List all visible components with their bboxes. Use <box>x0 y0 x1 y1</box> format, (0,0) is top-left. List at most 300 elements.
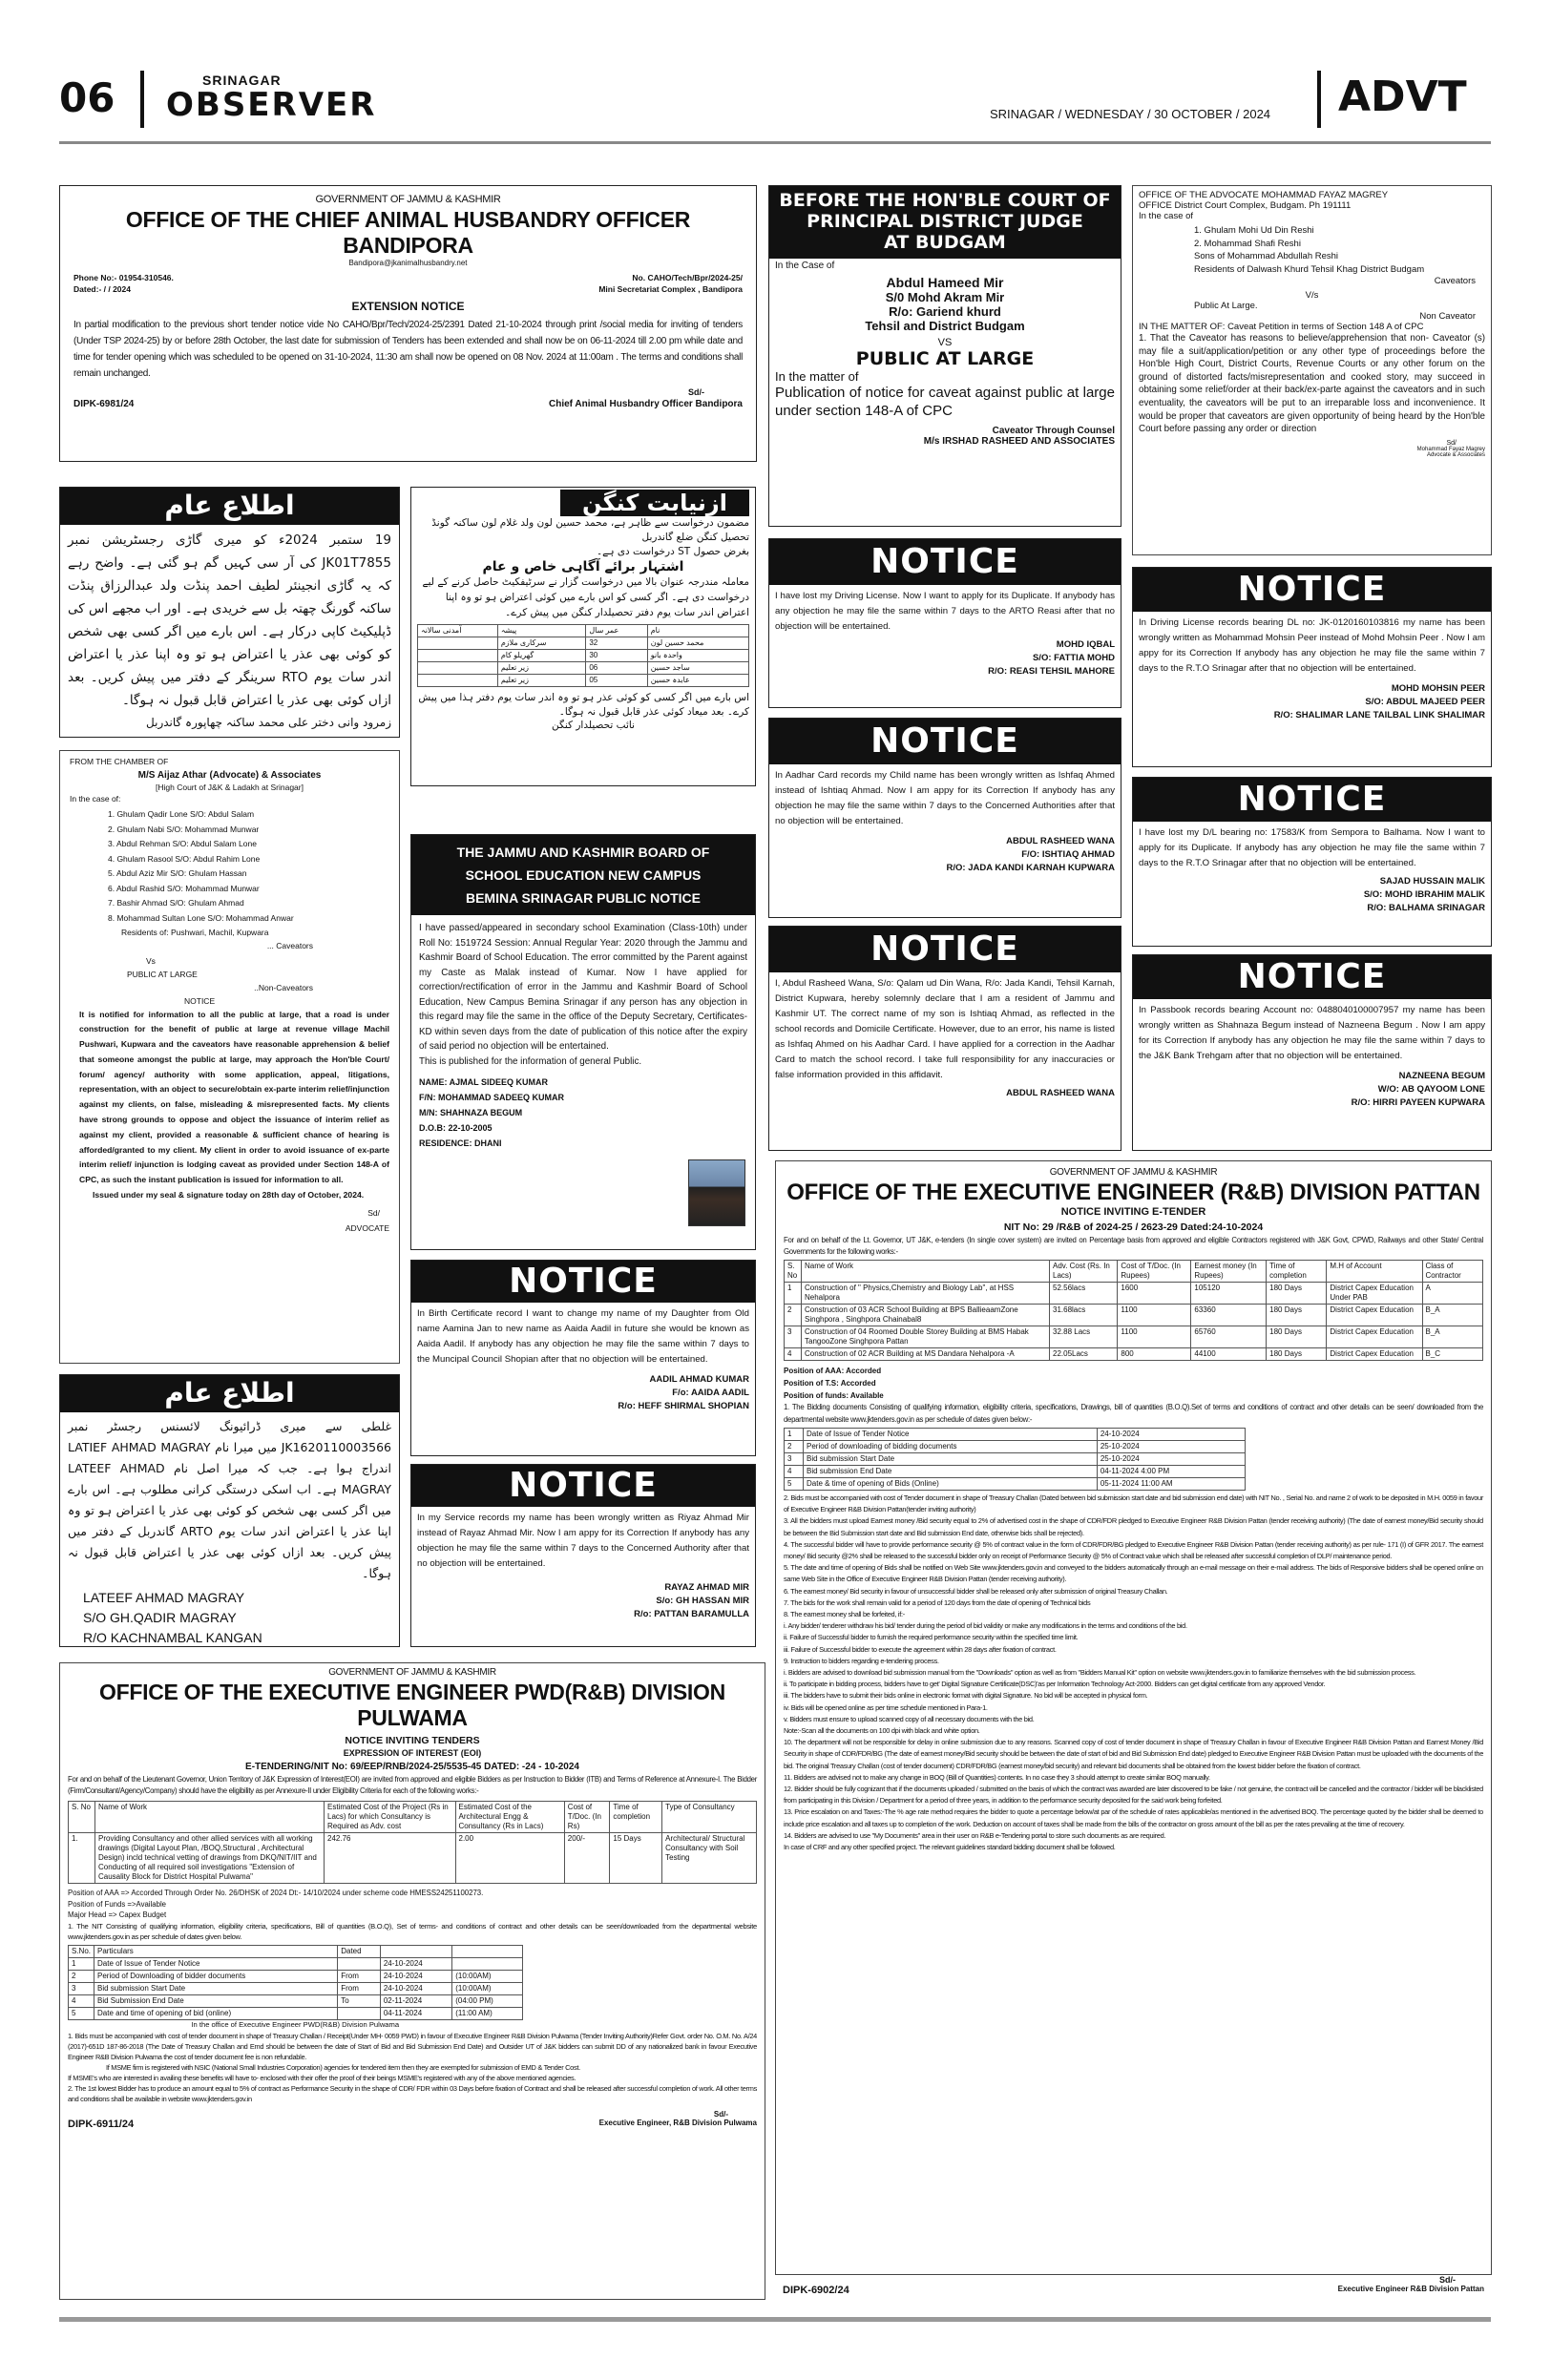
cell: 1 <box>785 1283 802 1305</box>
cell: 30 <box>586 650 647 662</box>
table-row <box>785 1478 1246 1491</box>
msme-proof: If MSME's who are interested in availing these benefits will have to- enclosed with their offer the proof of their beings MSME's registered with any of the above mentioned agencies. <box>68 2073 576 2082</box>
col-doc-cost: Cost of T/Doc. (In Rupees) <box>1118 1261 1191 1283</box>
sd: Sd/- <box>1439 2275 1456 2285</box>
notice-affidavit-wana <box>768 926 1121 1151</box>
urdu-footer: اس بارے میں اگر کسی کو کوئی عذر ہو تو وہ اندر سات یوم دفتر ہذا میں پیش کرے۔ بعد میعاد کوئی عذر قابل قبول نہ ہوگا۔ <box>418 692 749 718</box>
sd: Sd/- <box>688 387 704 397</box>
cell: 242.76 <box>325 1833 456 1884</box>
jkbose-pub: This is published for the information of general Public. <box>419 1055 642 1067</box>
caveator-2: 2. Ghulam Nabi S/O: Mohammad Munwar <box>108 824 260 834</box>
header-divider <box>140 71 144 128</box>
cell: 3 <box>785 1453 804 1466</box>
cell: 04-11-2024 4:00 PM <box>1097 1466 1245 1478</box>
animal-husbandry-notice <box>59 185 757 462</box>
nit-number: NIT No: 29 /R&B of 2024-25 / 2623-29 Dated:24-10-2024 <box>1003 1221 1264 1233</box>
table-row <box>785 1326 1483 1348</box>
advocate-line-3: In the case of <box>1139 211 1194 221</box>
clause: 9. Instruction to bidders regarding e-tendering process. <box>784 1656 939 1665</box>
clause-bids: 1. Bids must be accompanied with cost of tender document in shape of Treasury Challan / Receipt(Under MH- 0059 PWD) in favour of Executive Engineer R&B Division Pulwama (Tender Inviting Authority)Refer Govt. order No. O.M. No. A/24 (2017)-651D 187-86-2018 (The Date of Treasury Challan and Emd should be between the date of Start of Bid and Bid Submission End Date) and Outsider UT of J&K bidders can submit DD of any nationalized bank in favour Executive Engineer R&B Division Pulwama the cost of tender document fee is non refundable. <box>68 2031 757 2061</box>
cell: Construction of 04 Roomed Double Storey Building at BMS Habak TangooZone Singhpora Pattan <box>802 1326 1050 1348</box>
cell: B_A <box>1422 1326 1483 1348</box>
cell: Date of Issue of Tender Notice <box>804 1429 1098 1441</box>
caveator-4: Residents of Dalwash Khurd Tehsil Khag District Budgam <box>1194 263 1425 275</box>
cell <box>452 1957 522 1970</box>
caveator-3: 3. Abdul Rehman S/O: Abdul Salam Lone <box>108 839 257 848</box>
col-consult-cost: Estimated Cost of the Architectural Engg & Consultancy (Rs in Lacs) <box>455 1802 564 1833</box>
public-at-large: PUBLIC AT LARGE <box>127 969 198 979</box>
cell: District Capex Education <box>1327 1348 1422 1361</box>
cell: District Capex Education Under PAB <box>1327 1283 1422 1305</box>
cell: From <box>338 1982 381 1994</box>
sd: Sd/ <box>1446 439 1457 447</box>
signatory-relation: W/O: AB QAYOOM LONE <box>1377 1084 1485 1095</box>
gov-line: GOVERNMENT OF JAMMU & KASHMIR <box>1049 1167 1218 1178</box>
col-age: عمر سال <box>586 625 647 637</box>
cell: 4 <box>785 1348 802 1361</box>
versus: V/s <box>1305 290 1319 301</box>
cell: 22.05Lacs <box>1050 1348 1118 1361</box>
cell: (10:00AM) <box>452 1970 522 1982</box>
cell: B_A <box>1422 1305 1483 1326</box>
table-row <box>418 662 749 675</box>
gov-line: GOVERNMENT OF JAMMU & KASHMIR <box>315 194 501 205</box>
notice-birth-certificate <box>410 1260 756 1456</box>
office-title: OFFICE OF THE CHIEF ANIMAL HUSBANDRY OFFICER BANDIPORA <box>125 207 691 258</box>
in-the-matter: In the matter of <box>775 369 859 384</box>
cell: 2 <box>785 1305 802 1326</box>
cell: 180 Days <box>1267 1348 1327 1361</box>
court-heading-3: AT BUDGAM <box>884 232 1006 253</box>
dipk-number: DIPK-6981/24 <box>73 399 135 409</box>
signatory: NAZNEENA BEGUM <box>1398 1071 1485 1081</box>
pattan-e-tender <box>775 1160 1492 2275</box>
pattan-footer <box>783 2275 1484 2296</box>
col-profession: پیشہ <box>497 625 586 637</box>
col-work: Name of Work <box>802 1261 1050 1283</box>
cell: 25-10-2024 <box>1097 1441 1245 1453</box>
signatory: Mohammad Fayaz Magrey <box>1416 446 1485 452</box>
position-funds: Position of Funds =>Available <box>68 1899 167 1909</box>
notice-heading: NOTICE <box>1133 778 1491 822</box>
notice-passbook-nazneena <box>1132 954 1492 1151</box>
cell: 24-10-2024 <box>380 1970 451 1982</box>
clause: 11. Bidders are advised not to make any change in BOQ (Bill of Quantities) contents. In no case they 3 should attempt to create similar BOQ manually. <box>784 1772 1210 1782</box>
signatory-firm: Advocate & Associates <box>1426 451 1485 458</box>
cell: 1100 <box>1118 1305 1191 1326</box>
table-row <box>785 1283 1483 1305</box>
cell: گھریلو کام <box>497 650 586 662</box>
signatory-residence: R/O: SHALIMAR LANE TAILBAL LINK SHALIMAR <box>1273 710 1485 720</box>
cell: 65760 <box>1191 1326 1267 1348</box>
in-case-of: In the Case of <box>775 261 835 271</box>
table-row <box>69 1982 523 1994</box>
col-sno: S. No <box>69 1802 95 1833</box>
dipk-number: DIPK-6902/24 <box>783 2285 849 2296</box>
cell: (10:00AM) <box>452 1982 522 1994</box>
jkbose-public-notice <box>410 834 756 1250</box>
cell: Bid submission Start Date <box>94 1982 338 1994</box>
urdu-subheading: اشتہار برائے آگاہی خاص و عام <box>482 559 684 574</box>
notice-heading: NOTICE <box>769 539 1121 585</box>
chamber-line: FROM THE CHAMBER OF <box>70 757 169 766</box>
office-title: OFFICE OF THE EXECUTIVE ENGINEER (R&B) DIVISION PATTAN <box>786 1180 1480 1205</box>
signatory: ABDUL RASHEED WANA <box>1006 1088 1115 1098</box>
notice-service-records <box>410 1464 756 1647</box>
cell: Architectural/ Structural Consultancy with Soil Testing <box>662 1833 757 1884</box>
cell: 06 <box>586 662 647 675</box>
dates-table <box>68 1945 523 2020</box>
notice-body: In Birth Certificate record I want to change my name of my Daughter from Old name Aamina Jan to new name as Aaida Aadil in future she would be known as Aaida Aadil. If anybody has any objection he may file the same within 7 days to the Muncipal Council Shopian after that no objection will be entertained. <box>417 1308 749 1365</box>
cell: Construction of 03 ACR School Building at BPS BallieaamZone Singhpora , Singhpora Chainabal8 <box>802 1305 1050 1326</box>
applicant-father: F/N: MOHAMMAD SADEEQ KUMAR <box>419 1092 564 1102</box>
non-caveators: ..Non-Caveators <box>254 982 313 992</box>
col-class: Class of Contractor <box>1422 1261 1483 1283</box>
cell <box>338 1957 381 1970</box>
notice-heading: NOTICE <box>769 719 1121 764</box>
clause: iii. Failure of Successful bidder to execute the agreement within 28 days after fixation of contract. <box>784 1644 1057 1654</box>
signatory: SAJAD HUSSAIN MALIK <box>1379 876 1485 887</box>
court-heading-2: PRINCIPAL DISTRICT JUDGE <box>807 211 1083 232</box>
table-row <box>418 650 749 662</box>
cell: 800 <box>1118 1348 1191 1361</box>
clauses <box>784 1493 1483 1853</box>
cell: Period of Downloading of bidder documents <box>94 1970 338 1982</box>
notice-heading: NOTICE <box>411 1261 755 1303</box>
cell: 24-10-2024 <box>380 1957 451 1970</box>
cell: 02-11-2024 <box>380 1994 451 2007</box>
applicant-dob: D.O.B: 22-10-2005 <box>419 1122 493 1133</box>
caveator-8: 8. Mohammad Sultan Lone S/O: Mohammad Anwar <box>108 912 294 923</box>
cell: 32.88 Lacs <box>1050 1326 1118 1348</box>
in-the-case: In the case of: <box>70 794 121 804</box>
cell: Bid Submission End Date <box>94 1994 338 2007</box>
cell: Date and time of opening of bid (online) <box>94 2007 338 2019</box>
cell: 105120 <box>1191 1283 1267 1305</box>
intro: For and on behalf of the Lt. Governor, UT J&K, e-tenders (In single cover system) are invited on Percentage basis from approved and eligible Contractors registered with J&K Govt, CPWD, Railways and other State/ Central Governments for the following works:- <box>784 1236 1483 1256</box>
footer-rule <box>59 2317 1491 2322</box>
cell: Date of Issue of Tender Notice <box>94 1957 338 1970</box>
court-name: [High Court of J&K & Ladakh at Srinagar] <box>156 783 304 792</box>
signatory-father: S/O: FATTIA MOHD <box>1032 653 1115 663</box>
clause: i. Bidders are advised to download bid submission manual from the "Downloads" option as well as from "Bidders Manual Kit" option on website www.jktenders.gov.in to familiarize themselves with the bid submission process. <box>784 1668 1416 1678</box>
caveator-4: 4. Ghulam Rasool S/O: Abdul Rahim Lone <box>108 853 261 864</box>
table-row <box>69 2007 523 2019</box>
gov-line: GOVERNMENT OF JAMMU & KASHMIR <box>328 1667 496 1678</box>
cell: 200/- <box>564 1833 610 1884</box>
signatory: LATEEF AHMAD MAGRAY <box>83 1590 245 1605</box>
caveator-counsel: Caveator Through Counsel <box>992 426 1115 436</box>
signatory-residence: R/O: BALHAMA SRINAGAR <box>1367 903 1485 913</box>
signatory: Executive Engineer R&B Division Pattan <box>1337 2285 1484 2293</box>
cell <box>418 650 498 662</box>
clause: iv. Bids will be opened online as per time schedule mentioned in Para-1. <box>784 1702 988 1712</box>
urdu-signatory: زمرود وانی دختر علی محمد ساکنہ چھاپورہ گاندربل <box>146 716 391 729</box>
cell: 63360 <box>1191 1305 1267 1326</box>
col-sno: S. No <box>785 1261 802 1283</box>
signatory-residence: R/O: JADA KANDI KARNAH KUPWARA <box>946 863 1115 873</box>
ref-no: No. CAHO/Tech/Bpr/2024-25/ <box>632 273 743 282</box>
clause: 8. The earnest money shall be forfeited, if:- <box>784 1610 905 1619</box>
table-row <box>418 675 749 687</box>
caveator-3: Sons of Mohammad Abdullah Reshi <box>1194 251 1339 261</box>
cell: 4 <box>785 1466 804 1478</box>
petitioner-residence: R/o: Gariend khurd <box>889 304 1001 319</box>
sd: Sd/ <box>367 1208 380 1219</box>
urdu-signatory: نائب تحصیلدار کنگن <box>552 720 635 731</box>
cell: Providing Consultancy and other allied services with all working drawings (Digital Layout Plan, /BOQ,Structural , Architectural Design) incld technical vetting of drawings from DKQ/NIT/IIT and Conducting of all required soil investigations "Extension of Causality Block for District Hospital Pulwama" <box>95 1833 325 1884</box>
major-head: Major Head => Capex Budget <box>68 1910 167 1919</box>
clause: In case of CRF and any other specified project. The relevant guidelines standard bidding document shall be followed. <box>784 1843 1116 1852</box>
clause: 7. The bids for the work shall remain valid for a period of 120 days from the date of opening of Technical bids <box>784 1597 1091 1607</box>
position-funds: Position of funds: Available <box>784 1391 884 1400</box>
caveat-fayaz-magrey <box>1132 185 1492 555</box>
table-row <box>69 1957 523 1970</box>
col-time <box>452 1945 522 1957</box>
cell: 5 <box>69 2007 94 2019</box>
notice-body: I have lost my Driving License. Now I want to apply for its Duplicate. If anybody has any objection he may file the same within 7 days to the ARTO Reasi after that no objection will be entertained. <box>775 591 1115 632</box>
cell: سرکاری ملازم <box>497 637 586 650</box>
clause-1: 1. The NIT Consisting of qualifying information, eligibility criteria, specifications, Bill of quantities (B.O.Q), Set of terms- and conditions of contract and other details can be seen/downloaded from the departmental website www.jktenders.gov.in as per schedule of dates given below. <box>68 1921 757 1941</box>
cell: Period of downloading of bidding documents <box>804 1441 1098 1453</box>
clause: Note:-Scan all the documents on 100 dpi with black and white option. <box>784 1726 980 1736</box>
clause-performance: 2. The 1st lowest Bidder has to produce an amount equal to 5% of contract as Performance Security in the shape of CDR/ FDR within 03 Days before fixation of Contract and shall be released after successful completion of work. All other terms and conditions shall be available in website www.jktenders.gov.in <box>68 2083 757 2103</box>
notice-heading: NOTICE <box>1133 568 1491 612</box>
signatory-residence: R/O: REASI TEHSIL MAHORE <box>988 666 1115 677</box>
cell: 2.00 <box>455 1833 564 1884</box>
notice-heading: NOTICE <box>184 995 216 1006</box>
signatory-father: S/O: MOHD IBRAHIM MALIK <box>1363 889 1485 900</box>
signatory: AADIL AHMAD KUMAR <box>649 1374 749 1385</box>
applicant-name: NAME: AJMAL SIDEEQ KUMAR <box>419 1076 549 1087</box>
cell: زیر تعلیم <box>497 662 586 675</box>
col-sno: S.No. <box>69 1945 94 1957</box>
urdu-line-2: بغرض حصول ST درخواست دی ہے۔ <box>597 546 749 557</box>
clause: 12. Bidder should be fully cognizant that if the documents uploaded / submitted on the basis of which the contract was awarded are later discovered to be fake / not genuine, the contract will be cancelled and the contractor / bidder will be blacklisted from participating in this Division / Department for a period of three years, in addition to the performance security deposited for the said work being forfeited. <box>784 1785 1483 1806</box>
caveator-7: 7. Bashir Ahmad S/O: Ghulam Ahmad <box>108 898 244 908</box>
col-doc-cost: Cost of T/Doc. (In Rs) <box>564 1802 610 1833</box>
signatory-father: S/O GH.QADIR MAGRAY <box>83 1610 237 1625</box>
urdu-title: اطلاع عام <box>60 488 399 525</box>
table-row <box>785 1441 1246 1453</box>
cell: 32 <box>586 637 647 650</box>
table-row <box>785 1429 1246 1441</box>
eoi-table <box>68 1801 757 1884</box>
residence: Residents of: Pushwari, Machil, Kupwara <box>121 928 269 937</box>
header-divider-2 <box>1317 71 1321 128</box>
col-mh: M.H of Account <box>1327 1261 1422 1283</box>
position-aaa: Position of AAA => Accorded Through Order No. 26/DHSK of 2024 Dt:- 14/10/2024 under scheme code HMESS24251100273. <box>68 1889 484 1897</box>
signatory-residence: R/o: HEFF SHIRMAL SHOPIAN <box>618 1401 749 1411</box>
cell <box>338 2007 381 2019</box>
cell: 05 <box>586 675 647 687</box>
firm-name: M/S Aijaz Athar (Advocate) & Associates <box>137 770 322 781</box>
notice-aadhar-child <box>768 718 1121 918</box>
cell: 3 <box>785 1326 802 1348</box>
clause: v. Bidders must ensure to upload scanned copy of all necessary documents with the bid. <box>784 1714 1035 1723</box>
table-row <box>69 1970 523 1982</box>
urdu-line-1: مضمون درخواست سے ظاہر ہے، محمد حسین لون ولد غلام لون ساکنہ گونڈ تحصیل کنگن ضلع گاندربل <box>431 517 749 543</box>
col-earnest: Earnest money (In Rupees) <box>1191 1261 1267 1283</box>
urdu-title: اطلاع عام <box>60 1375 399 1412</box>
office-address: Mini Secretariat Complex , Bandipora <box>598 284 743 294</box>
signatory: Chief Animal Husbandry Officer Bandipora <box>549 399 743 409</box>
advocate-line-2: OFFICE District Court Complex, Budgam. Ph 191111 <box>1139 200 1352 211</box>
clause-1: 1. The Bidding documents Consisting of qualifying information, eligibility criteria, specifications, Drawings, bill of quantities (B.O.Q).Set of terms and conditions of contract and other details can be seen/ downloaded from the departmental website www.jktenders.gov.in as per schedule of dates given below:- <box>784 1403 1483 1424</box>
caveators-label: Caveators <box>1434 276 1476 286</box>
notice-body: I, Abdul Rasheed Wana, S/o: Qalam ud Din Wana, R/o: Jada Kandi, Tehsil Karnah, District Kupwara, hereby solemnly declare that I am a resident of Jammu and Kashmir UT. The correct name of my son is Ishtiaq Ahmad, as reflected in the school records and Domicile Certificate. However, due to an error, his name is listed as Ishfaq Ahmed on his Aadhar Card. I have applied for a correction in the Aadhar Card to match the school record. I take full responsibility for any inaccuracies or false information provided in this affidavit. <box>775 978 1115 1080</box>
urdu-body: 19 ستمبر 2024ء کو میری گاڑی رجسٹریشن نمبر JK01T7855 کی آر سی کہیں گم ہو گئی ہے۔ واضح رہے کہ یہ گاڑی انجینئر لطیف احمد پنڈت ولد عبدالرزاق پنڈت ساکنہ گورنگ چھتہ بل سے خریدی ہے۔ اور اب مجھے اس کی ڈپلیکیٹ کاپی درکار ہے۔ اس بارے میں اگر کسی بھی شخص کو کوئی بھی عذر یا اعتراض ہو تو وہ اپنا عذر یا اعتراض اندر سات یوم RTO سرینگر کے دفتر میں پیش کریں۔ بعد ازاں کوئی بھی عذر یا اعتراض قابل قبول نہ ہوگا۔ <box>68 532 391 708</box>
cell: District Capex Education <box>1327 1326 1422 1348</box>
notice-lost-dl-balhama <box>1132 777 1492 947</box>
clause: 5. The date and time of opening of Bids shall be notified on Web Site www.jktenders.gov.in and conveyed to the bidders automatically through an e-mail message on their e-mail address. The bids of Responsive bidders shall be opened online on same Web Site in the Office of Executive Engineer R&B Division Pattan (tender receiving authority). <box>784 1563 1483 1584</box>
cell: 2 <box>785 1441 804 1453</box>
notice-heading: NOTICE <box>1133 955 1491 999</box>
header-rule <box>59 141 1491 144</box>
public-at-large: Public At Large. <box>1194 301 1258 311</box>
notice-heading: EXTENSION NOTICE <box>351 300 465 313</box>
table-row <box>785 1348 1483 1361</box>
col-name: نام <box>647 625 748 637</box>
cell: B_C <box>1422 1348 1483 1361</box>
col-time: Time of completion <box>1267 1261 1327 1283</box>
cell: Bid submission End Date <box>804 1466 1098 1478</box>
signatory: ABDUL RASHEED WANA <box>1006 836 1115 846</box>
notice-lost-dl-reasi <box>768 538 1121 708</box>
col-work: Name of Work <box>95 1802 325 1833</box>
cell: 180 Days <box>1267 1283 1327 1305</box>
cell: ساجد حسین <box>647 662 748 675</box>
court-budgam-notice <box>768 185 1121 527</box>
caveat-body: It is notified for information to all the public at large, that a road is under construction for the benefit of public at large at revenue village Machil Pushwari, Kupwara and the caveators have reasonable apprehension & belief that someone amongst the public at large, may approach the Hon'ble Court/ forum/ agency/ authority with some application, appeal, litigations, representation, with an object to secure/obtain ex-parte interim relief/injunction against my clients, on false, misleading & misrepresented facts. My clients have strong grounds to oppose and object the issuance of interim relief as against my client, provided a reasonable & sufficient chance of hearing is afforded/granted to my client. My client in order to avoid issuance of ex-parte interim relief/ injunction is lodging caveat as provided under Section 148-A of CPC, as such the instant publication is issued for information to all. <box>79 1009 389 1185</box>
position-aaa: Position of AAA: Accorded <box>784 1367 882 1375</box>
petitioner-father: S/0 Mohd Akram Mir <box>885 290 1005 304</box>
clause: ii. Failure of Successful bidder to furnish the required performance security within the specified time limit. <box>784 1633 1079 1642</box>
clause: 4. The successful bidder will have to provide performance security @ 5% of contract value in the form of CDR/FDR/BG pledged to Executive Engineer R&B Division Pattan (tender receiving authority) as per rule- 171 (I) of GFR 2017. The earnest money/ Bid security @2% shall be released to the successful bidder only on receipt of Performance Security @ 5% of Contract value which shall be released after successful completion of DLP/ maintenance period. <box>784 1539 1483 1561</box>
page-header <box>59 65 1491 151</box>
notice-body: In Aadhar Card records my Child name has been wrongly written as Ishfaq Ahmed instead of Ishtiaq Ahmad. Now I am appy for its Correction If anybody has any objection he may file the same within 7 days to the Concerned Authorities after that no objection will be entertained. <box>775 770 1115 826</box>
signatory-relation: F/o: AAIDA AADIL <box>672 1388 749 1398</box>
pulwama-eoi <box>59 1662 765 2300</box>
publication-text: Publication of notice for caveat against public at large under section 148-A of CPC <box>775 385 1115 419</box>
cell: 5 <box>785 1478 804 1491</box>
col-time: Time of completion <box>610 1802 662 1833</box>
notice-body: I have lost my D/L bearing no: 17583/K from Sempora to Balhama. Now I want to apply for its Duplicate. If anybody has any objection he may file the same within 7 days to the R.T.O Srinagar after that no objection will be entertained. <box>1139 827 1485 868</box>
nit-number: E-TENDERING/NIT No: 69/EEP/RNB/2024-25/5535-45 DATED: -24 - 10-2024 <box>245 1762 579 1772</box>
cell: 15 Days <box>610 1833 662 1884</box>
cell: 31.68lacs <box>1050 1305 1118 1326</box>
clause: 10. The department will not be responsible for delay in online submission due to any reasons. Scanned copy of cost of tender document in shape of Treasury Challan in favour of Executive Engineer R&B Division Pattan and Earnest Money /Bid Security in shape of CDR/FDR/BG (The date of earnest money/Bid security should be between the date of start of bid and Bid Submission End date) pledged to Executive Engineer R&B Division Pattan must be uploaded with the documents of the bid. The original Treasury Challan (cost of tender document) CDR/FDR/BG (earnest money/bid security) and relevant bid documents shall be obtained from the lowest bidder before the fixation of contract. <box>784 1738 1483 1770</box>
clause: i. Any bidder/ tenderer withdraw his bid/ tender during the period of bid validity or make any modifications in the terms and conditions of the bid. <box>784 1621 1187 1631</box>
urdu-body: غلطی سے میری ڈرائیونگ لائسنس رجسٹر نمبر JK1620110003566 میں میرا نام LATIEF AHMAD MAGRAY اندراج ہوا ہے۔ جب کہ میرا اصل نام LATEEF AHMAD MAGRAY ہے۔ اب اسکی درستگی کرانی مطلوب ہے۔ اس بارے میں اگر کسی بھی شخص کو کوئی بھی عذر یا اعتراض ہو تو وہ اپنا عذر یا اعتراض اندر سات یوم ARTO گاندربل کے دفتر میں پیش کریں۔ بعد ازاں کوئی بھی عذر یا اعتراض قابل قبول نہ ہوگا۔ <box>68 1419 391 1580</box>
signatory-residence: R/O: HIRRI PAYEEN KUPWARA <box>1351 1097 1485 1108</box>
clause: ii. To participate in bidding process, bidders have to get' Digital Signature Certificate(DSC)'as per Information Technology Act-2000. Bidders can get digital certificate from any approved Vendor. <box>784 1680 1326 1689</box>
intro: For and on behalf of the Lieutenant Governor, Union Territory of J&K Expression of Interest(EOI) are invited from approved and eligible Bidders as per Instruction to Bidder (ITB) and Terms of Reference at Annexure-I. The Bidder (Firm/Consultant/Agency/Company) should have the eligibility as per Annexure-II under Eligibility Criteria for each of the following works:- <box>68 1775 757 1795</box>
cell: (11:00 AM) <box>452 2007 522 2019</box>
dated: Dated:- / / 2024 <box>73 284 131 294</box>
signatory: RAYAZ AHMAD MIR <box>664 1582 749 1593</box>
applicant-photo <box>688 1159 745 1226</box>
cell: District Capex Education <box>1327 1305 1422 1326</box>
urdu-public-notice-dl <box>59 1374 400 1647</box>
table-row <box>418 637 749 650</box>
col-type: Type of Consultancy <box>662 1802 757 1833</box>
works-table <box>784 1260 1483 1361</box>
col-income: آمدنی سالانہ <box>418 625 498 637</box>
section-label: ADVT <box>1338 73 1467 121</box>
caveator-1: 1. Ghulam Mohi Ud Din Reshi <box>1194 225 1314 236</box>
cell: 180 Days <box>1267 1326 1327 1348</box>
public-at-large: PUBLIC AT LARGE <box>855 348 1035 369</box>
applicant-mother: M/N: SHAHNAZA BEGUM <box>419 1107 523 1117</box>
notice-sub: NOTICE INVITING E-TENDER <box>1060 1206 1206 1218</box>
petitioner-district: Tehsil and District Budgam <box>865 319 1025 333</box>
cell: 1600 <box>1118 1283 1191 1305</box>
signatory: MOHD IQBAL <box>1056 639 1115 650</box>
cell: 1. <box>69 1833 95 1884</box>
caveator-5: 5. Abdul Aziz Mir S/O: Ghulam Hassan <box>108 868 247 878</box>
cell: 24-10-2024 <box>1097 1429 1245 1441</box>
signatory-residence: R/o: PATTAN BARAMULLA <box>634 1609 749 1619</box>
sd: Sd/- <box>713 2109 728 2119</box>
cell: 05-11-2024 11:00 AM <box>1097 1478 1245 1491</box>
cell: Construction of 02 ACR Building at MS Dandara Nehalpora -A <box>802 1348 1050 1361</box>
cell: 1 <box>69 1957 94 1970</box>
cell: واحدہ بانو <box>647 650 748 662</box>
versus: VS <box>937 337 953 348</box>
cell: 1100 <box>1118 1326 1191 1348</box>
notice-sub: NOTICE INVITING TENDERS <box>345 1735 480 1746</box>
notice-body: In Passbook records bearing Account no: 0488040100007957 my name has been wrongly written as Shahnaza Begum instead of Nazneena Begum . Now I am appy for its Correction If anybody has any objection he may file the same within 7 days to the J&K Bank Trehgam after that no objection will be entertained. <box>1139 1005 1485 1061</box>
cell: Date & time of opening of Bids (Online) <box>804 1478 1098 1491</box>
jkbose-body: I have passed/appeared in secondary school Examination (Class-10th) under Roll No: 1519724 Session: Annual Regular Year: 2020 through the Jammu and Kashmir Board of School Education. The error committed by the Parent against my Caste as Malak instead of Kumar. Now I have applied for correction/rectification of error in the Jammu and Kashmir Board of School Education, New Campus Bemina Srinagar if any person has any objection in this regard may file the same in the office of the Deputy Secretary, Certificates-KD within seven days from the date of publication of this notice after the expiry of said period no objection will be entertained. <box>419 923 747 1052</box>
msme-exemption: If MSME firm is registered with NSIC (National Small Industries Corporation) agencies for tendered item then they are exempted for submission of EMD & Tender Cost. <box>106 2062 580 2072</box>
col-date <box>380 1945 451 1957</box>
counsel-name: M/s IRSHAD RASHEED AND ASSOCIATES <box>923 436 1115 447</box>
page-number: 06 <box>59 74 115 121</box>
signatory-father: S/O: ABDUL MAJEED PEER <box>1365 697 1485 707</box>
cell: Bid submission Start Date <box>804 1453 1098 1466</box>
signatory: Executive Engineer, R&B Division Pulwama <box>598 2118 757 2127</box>
urdu-body: معاملہ مندرجہ عنوان بالا میں درخواست گزار نے سرٹیفکیٹ حاصل کرنے کے لیے درخواست دی ہے۔ اگر کسی کو اس بارے میں کوئی اعتراض ہو تو وہ اپنا اعتراض اندر سات یوم دفتر تحصیلدار کنگن میں پیش کرے۔ <box>422 576 749 618</box>
cell: 24-10-2024 <box>380 1982 451 1994</box>
clause: 3. All the bidders must upload Earnest money /Bid security equal to 2% of advertised cost in the shape of CDR/FDR pledged to Executive Engineer R&B Division Pattan (tender receiving authority) (The date of earnest money/Bid security should be between the Bid Submission start date and Bid submission End date, otherwise bids shall be rejected). <box>784 1516 1483 1537</box>
court-heading-1: BEFORE THE HON'BLE COURT OF <box>779 190 1111 211</box>
clause: 14. Bidders are advised to use "My Documents" area in their user on R&B e-Tendering portal to store such documents as are required. <box>784 1830 1166 1840</box>
caveator-2: 2. Mohammad Shafi Reshi <box>1194 238 1301 249</box>
signatory-relation: F/O: ISHTIAQ AHMAD <box>1021 849 1115 860</box>
clause: iii. The bidders have to submit their bids online in electronic format with digital Signature. No bid will be accepted in physical form. <box>784 1691 1148 1701</box>
clause: 6. The earnest money/ Bid security in favour of unsuccessful bidder shall be released only after submission of original Treasury Challan. <box>784 1586 1168 1596</box>
notice-body: In partial modification to the previous short tender notice vide No CAHO/Bpr/Tech/2024-25/2391 Dated 21-10-2024 through print /social media for inviting of tenders (Under TSP 2024-25) by or before 28th October, the last date for submission of Tenders has been extended and shall now be on 06-11-2024 till 2.00 pm while date and time for tender opening which was scheduled to be opened on 31-10-2024, 11:30 am shall now be opened on 08 Nov. 2024 at 11:00am . The terms and conditions shall remain unchanged. <box>73 320 743 379</box>
dipk-number: DIPK-6911/24 <box>68 2118 135 2130</box>
cell: 44100 <box>1191 1348 1267 1361</box>
phone: Phone No:- 01954-310546. <box>73 273 174 282</box>
cell: 2 <box>69 1970 94 1982</box>
cell: 25-10-2024 <box>1097 1453 1245 1466</box>
cell: 52.56lacs <box>1050 1283 1118 1305</box>
cell: 3 <box>69 1982 94 1994</box>
cell: (04:00 PM) <box>452 1994 522 2007</box>
signatory-residence: R/O KACHNAMBAL KANGAN <box>83 1630 262 1645</box>
position-ts: Position of T.S: Accorded <box>784 1379 876 1388</box>
clause: 13. Price escalation on and Taxes:-The % age rate method requires the bidder to quote a percentage below/at par of the schedule of rates applicable/as mentioned in the advertised BOQ. The percentage quoted by the bidder shall be deemed to include price escalation and all taxes up to completion of the work. Deduction on account of taxes shall be made from the bills of the contractor on gross amount of the bill as per the rates prevailing at the time of recovery. <box>784 1807 1483 1828</box>
in-office: In the office of Executive Engineer PWD(R&B) Division Pulwama <box>191 2019 400 2029</box>
table-row <box>69 1994 523 2007</box>
dates-table <box>784 1428 1246 1491</box>
cell: عابدہ حسین <box>647 675 748 687</box>
signatory: MOHD MOHSIN PEER <box>1391 683 1485 694</box>
